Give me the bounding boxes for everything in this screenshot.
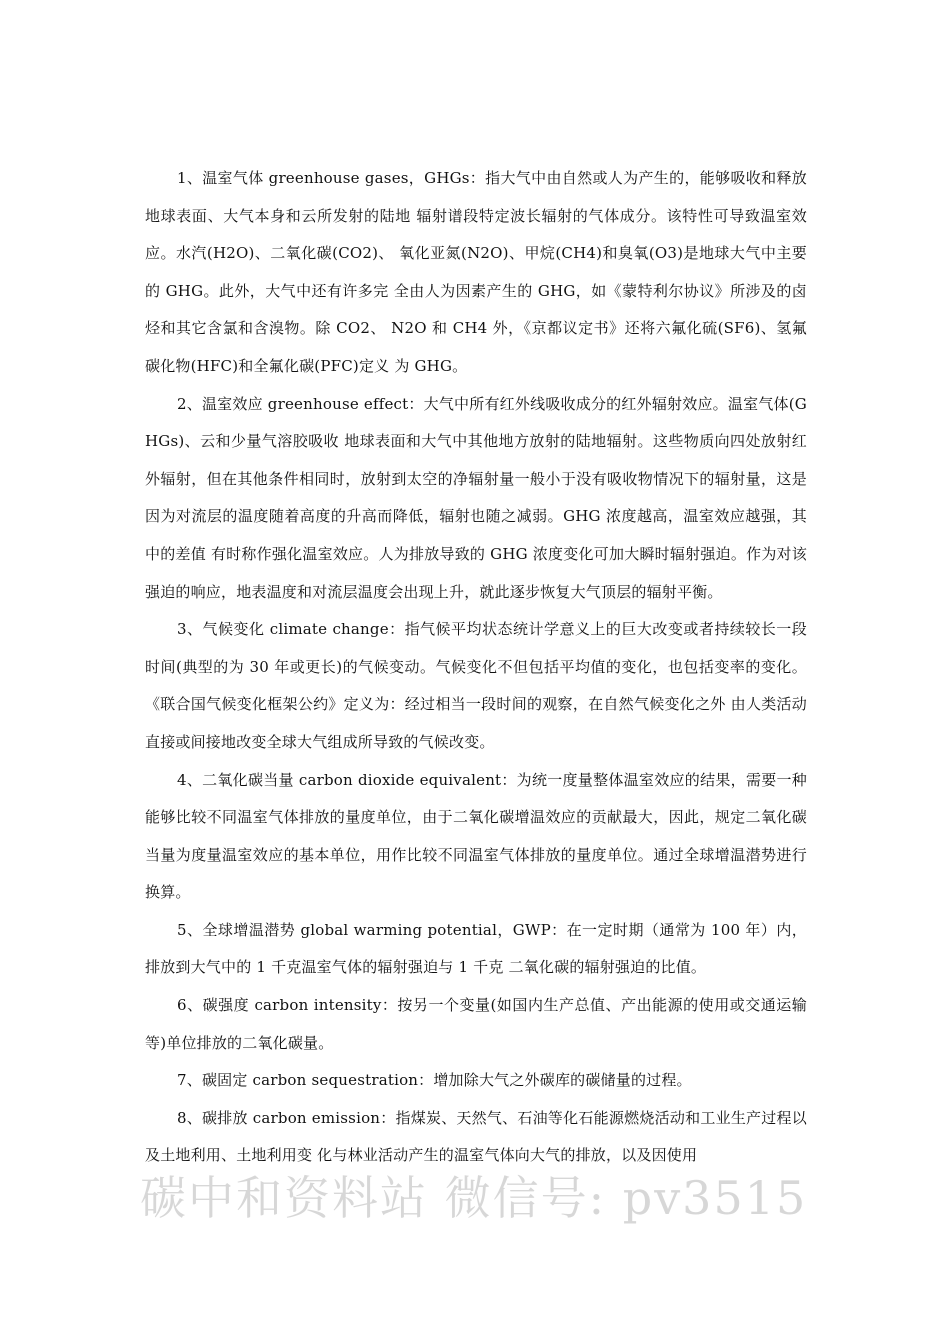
paragraph-greenhouse-gases: 1、温室气体 greenhouse gases，GHGs：指大气中由自然或人为产生的，能够吸收和释放地球表面、大气本身和云所发射的陆地 辐射谱段特定波长辐射的气体成分。该特性可导致温室效应。水汽(H2O)、二氧化碳(CO2)、 氧化亚氮(N2O)、甲烷(CH4)和臭氧(O3)是地球大气中主要的 GHG。此外，大气中还有许多完 全由人为因素产生的 GHG，如《蒙特利尔协议》所涉及的卤烃和其它含氯和含溴物。除 CO2、 N2O 和 CH4 外，《京都议定书》还将六氟化硫(SF6)、氢氟碳化物(HFC)和全氟化碳(PFC)定义 为 GHG。 (145, 169, 807, 375)
paragraph-greenhouse-effect: 2、温室效应 greenhouse effect：大气中所有红外线吸收成分的红外辐射效应。温室气体(GHGs)、云和少量气溶胶吸收 地球表面和大气中其他地方放射的陆地辐射。这些物质向四处放射红外辐射，但在其他条件相同时，放射到太空的净辐射量一般小于没有吸收物情况下的辐射量，这是因为对流层的温度随着高度的升高而降低，辐射也随之减弱。GHG 浓度越高，温室效应越强，其中的差值 有时称作强化温室效应。人为排放导致的 GHG 浓度变化可加大瞬时辐射强迫。作为对该强迫的响应，地表温度和对流层温度会出现上升，就此逐步恢复大气顶层的辐射平衡。 (145, 394, 807, 601)
paragraph-carbon-intensity: 6、碳强度 carbon intensity：按另一个变量(如国内生产总值、产出能源的使用或交通运输等)单位排放的二氧化碳量。 (145, 996, 807, 1052)
document-body (145, 160, 807, 1175)
paragraph-climate-change: 3、气候变化 climate change：指气候平均状态统计学意义上的巨大改变或者持续较长一段时间(典型的为 30 年或更长)的气候变动。气候变化不但包括平均值的变化，也包括变率的变化。《联合国气候变化框架公约》定义为：经过相当一段时间的观察，在自然气候变化之外 由人类活动直接或间接地改变全球大气组成所导致的气候改变。 (145, 620, 807, 751)
paragraph-carbon-sequestration: 7、碳固定 carbon sequestration：增加除大气之外碳库的碳储量的过程。 (177, 1071, 692, 1090)
paragraph-gwp: 5、全球增温潜势 global warming potential，GWP：在一定时期（通常为 100 年）内，排放到大气中的 1 千克温室气体的辐射强迫与 1 千克 二氧化碳的辐射强迫的比值。 (145, 920, 807, 977)
paragraph-carbon-emission: 8、碳排放 carbon emission：指煤炭、天然气、石油等化石能源燃烧活动和工业生产过程以及土地利用、土地利用变 化与林业活动产生的温室气体向大气的排放，以及因使用 (145, 1108, 807, 1165)
watermark: 碳中和资料站 微信号: pv3515 (140, 1171, 808, 1225)
paragraph-co2-equivalent: 4、二氧化碳当量 carbon dioxide equivalent：为统一度量整体温室效应的结果，需要一种能够比较不同温室气体排放的量度单位，由于二氧化碳增温效应的贡献最大，因此，规定二氧化碳当量为度量温室效应的基本单位，用作比较不同温室气体排放的量度单位。通过全球增温潜势进行换算。 (145, 770, 807, 902)
